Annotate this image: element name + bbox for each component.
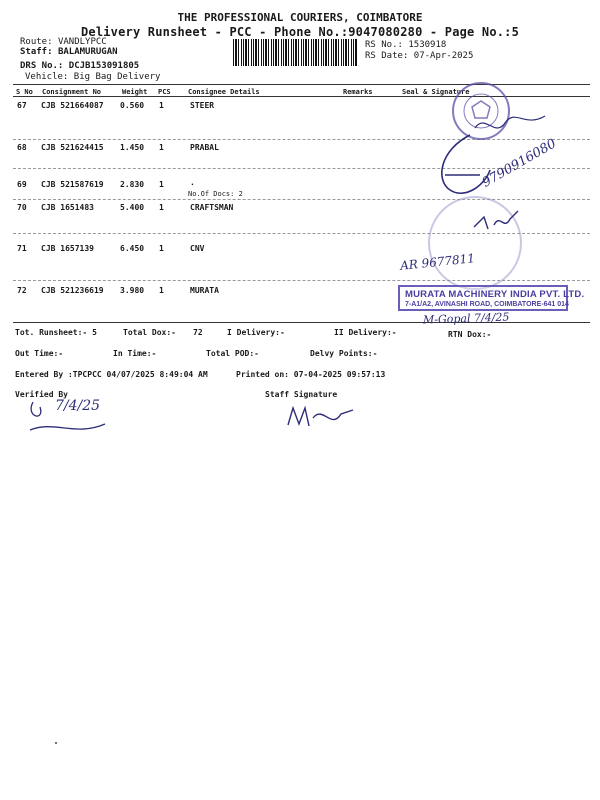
row-weight: 3.980 (120, 286, 145, 295)
rs-no-value: 1530918 (408, 40, 447, 50)
row-consignee: CRAFTSMAN (190, 203, 234, 212)
staff-value: BALAMURUGAN (57, 47, 118, 57)
staff-signature-label: Staff Signature (265, 390, 338, 399)
row70-signature (470, 205, 530, 235)
rs-no-label: RS No.: (365, 40, 403, 50)
out-time: Out Time:- (15, 349, 64, 358)
col-pcs: PCS (158, 88, 171, 96)
ii-delivery: II Delivery:- (334, 328, 397, 337)
row-consignee: . (190, 178, 195, 187)
total-runsheet: Tot. Runsheet:- 5 (15, 328, 97, 337)
drs-value: DCJB153091805 (68, 61, 140, 71)
row-consignee: CNV (190, 244, 205, 253)
delvy-points: Delvy Points:- (310, 349, 378, 358)
vehicle-value: Big Bag Delivery (73, 72, 161, 82)
col-seal: Seal & Signature (402, 88, 470, 96)
in-time: In Time:- (113, 349, 157, 358)
rs-no-line (365, 40, 446, 50)
rtn-dox: RTN Dox:- (448, 330, 492, 339)
row-pcs: 1 (159, 143, 164, 152)
rs-date-line (365, 51, 473, 61)
row-pcs: 1 (159, 203, 164, 212)
total-dox-value: 72 (193, 328, 203, 337)
row-consignee: PRABAL (190, 143, 219, 152)
verified-by-label: Verified By (15, 390, 68, 399)
row-weight: 0.560 (120, 101, 145, 110)
row-consignment: CJB 1651483 (41, 203, 94, 212)
entered-by: Entered By :TPCPCC 04/07/2025 8:49:04 AM (15, 370, 208, 379)
barcode (233, 39, 358, 66)
murata-stamp-address: 7-A1/A2, AVINASHI ROAD, COIMBATORE-641 014 (405, 301, 569, 308)
row72-handwritten-signature: M-Gopal 7/4/25 (422, 310, 510, 327)
total-dox-label: Total Dox:- (123, 328, 176, 337)
row-sno: 68 (17, 143, 27, 152)
vehicle-label: Vehicle: (25, 72, 69, 82)
row68-signature (430, 130, 500, 200)
staff-label: Staff: (20, 47, 53, 57)
row-sno: 67 (17, 101, 27, 110)
row-consignee: STEER (190, 101, 215, 110)
col-consignment: Consignment No (42, 88, 102, 96)
rs-date-label: RS Date: (365, 51, 409, 61)
row-consignee: MURATA (190, 286, 219, 295)
row-pcs: 1 (159, 286, 164, 295)
col-sno: S No (16, 88, 33, 96)
drs-label: DRS No.: (20, 61, 64, 71)
staff-line (20, 47, 118, 57)
row-weight: 1.450 (120, 143, 145, 152)
col-remarks: Remarks (343, 88, 373, 96)
row-sno: 71 (17, 244, 27, 253)
drs-line (20, 61, 139, 71)
row-note: No.Of Docs: 2 (188, 190, 243, 198)
print-speck (55, 742, 57, 744)
row-pcs: 1 (159, 180, 164, 189)
company-title: THE PROFESSIONAL COURIERS, COIMBATORE (177, 11, 423, 24)
rs-date-value: 07-Apr-2025 (413, 51, 474, 61)
row68-phone-handwritten: 9790916080 (479, 136, 559, 191)
route-line (20, 37, 107, 47)
row-pcs: 1 (159, 101, 164, 110)
runsheet-subtitle: Delivery Runsheet - PCC - Phone No.:9047080280 - Page No.:5 (80, 25, 520, 39)
staff-signature-ink (283, 400, 363, 435)
printed-on: Printed on: 07-04-2025 09:57:13 (236, 370, 386, 379)
murata-company-stamp (398, 285, 585, 311)
row-consignment: CJB 521664087 (41, 101, 104, 110)
row-weight: 5.400 (120, 203, 145, 212)
row-pcs: 1 (159, 244, 164, 253)
total-pod: Total POD:- (206, 349, 259, 358)
row-weight: 6.450 (120, 244, 145, 253)
col-consignee: Consignee Details (188, 88, 260, 96)
row-divider (13, 199, 590, 200)
route-value: VANDLYPCC (57, 37, 107, 47)
verified-date-handwritten: 7/4/25 (55, 398, 101, 414)
row-sno: 69 (17, 180, 27, 189)
row-consignment: CJB 1657139 (41, 244, 94, 253)
i-delivery: I Delivery:- (227, 328, 285, 337)
row-sno: 70 (17, 203, 27, 212)
route-label: Route: (20, 37, 53, 47)
murata-stamp-name: MURATA MACHINERY INDIA PVT. LTD. (405, 289, 585, 300)
row-consignment: CJB 521624415 (41, 143, 104, 152)
row-consignment: CJB 521236619 (41, 286, 104, 295)
row-sno: 72 (17, 286, 27, 295)
vehicle-line (25, 72, 160, 82)
row71-handwritten-note: AR 9677811 (399, 251, 476, 273)
row-consignment: CJB 521587619 (41, 180, 104, 189)
col-weight: Weight (122, 88, 148, 96)
row-weight: 2.830 (120, 180, 145, 189)
